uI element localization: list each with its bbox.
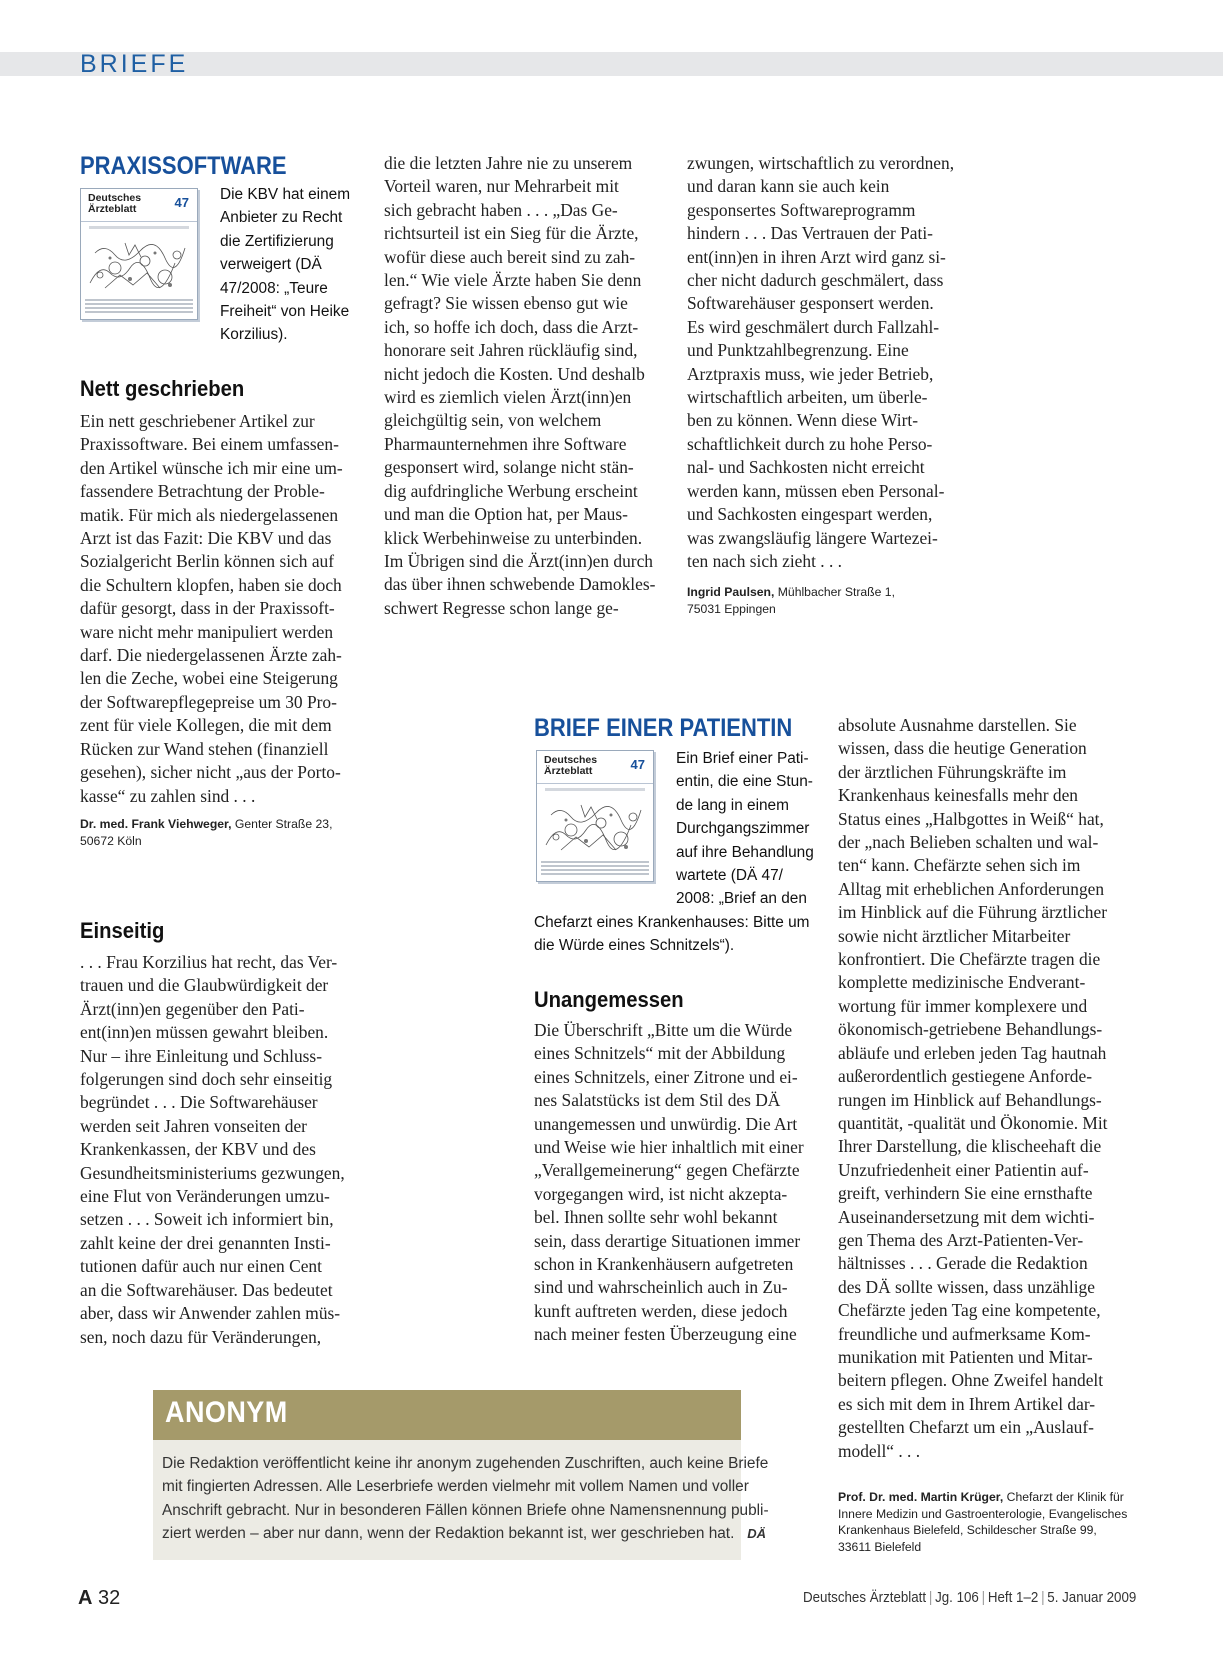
letter-signature-viehweger: Dr. med. Frank Viehweger, Genter Straße 23, 50672 Köln [80, 817, 333, 848]
letter-body-einseitig-col3: zwungen, wirtschaftlich zu verordnen, und daran kann sie auch kein gesponsertes Softwareprogramm hindern . . . Das Vertrauen der Pati- ent(inn)en in ihren Arzt wird ganz si- cher nicht dadurch geschmälert, dass Softwarehäuser gesponsert werden. Es wird geschmälert durch Fallzahl- und Punktzahlbegrenzung. Eine Arztpraxis muss, wie jeder Betrieb, wirtschaftlich arbeiten, um überle- ben zu können. Wenn diese Wirt- schaftlichkeit durch zu hohe Perso- nal- und Sachkosten nicht erreicht werden kann, müssen eben Personal- und Sachkosten eingespart werden, was zwangsläufig längere Wartezei- ten nach sich zieht . . . [687, 153, 955, 571]
page-number: A 32 [78, 1587, 121, 1609]
anonym-notice-sign: DÄ [747, 1526, 766, 1542]
article-intro-patientin-beside: Ein Brief einer Pati- entin, die eine Stun- de lang in einem Durchgangszimmer auf ihre Behandlung wartete (DÄ 47/ 2008: „Brief an den [676, 750, 814, 908]
article-title-praxissoftware: PRAXISSOFTWARE [80, 152, 287, 180]
letter-body-einseitig-col2: die die letzten Jahre nie zu unserem Vorteil waren, nur Mehrarbeit mit sich gebracht haben . . . „Das Ge- richtsurteil ist ein Sieg für die Ärzte, wofür diese auch bereit sind zu zah- len.“ Wie viele Ärzte haben Sie denn gefragt? Sie wissen ebenso gut wie ich, so hoffe ich doch, dass die Arzt- honorare seit Jahren rückläufig sind, nicht jedoch die Kosten. Und deshalb wird es ziemlich vielen Ärzt(inn)en gleichgültig sein, von welchem Pharmaunternehmen ihre Software gesponsert wird, solange nicht stän- dig aufdringliche Werbung erscheint und man die Option hat, per Maus- klick Werbehinweise zu unterbinden. Im Übrigen sind die Ärzt(inn)en durch das über ihnen schwebende Damokles- schwert Regresse schon lange ge- [384, 153, 656, 618]
letter-body-unangemessen-col2: absolute Ausnahme darstellen. Sie wissen, dass die heutige Generation der ärztlichen Führungskräfte im Krankenhaus keinesfalls mehr den Status eines „Halbgottes in Weiß“ hat, der „nach Belieben schalten und wal- ten“ kann. Chefärzte sehen sich im Alltag mit erheblichen Anforderungen im Hinblick auf die Führung ärztlicher sowie nicht ärztlicher Mitarbeiter konfrontiert. Die Chefärzte tragen die komplette medizinische Endverant- wortung für immer komplexere und ökonomisch-getriebene Behandlungs- abläufe und erleben jeden Tag hautnah außerordentlich gestiegene Anforde- rungen im Hinblick auf Behandlungs- quantität, -qualität und Ökonomie. Mit Ihrer Darstellung, die klischeehaft die Unzufriedenheit einer Patientin auf- greift, verhindern Sie eine ernsthafte Auseinandersetzung mit dem wichti- gen Thema des Arzt-Patienten-Ver- hältnisses . . . Gerade die Redaktion des DÄ sollte wissen, dass unzählige Chefärzte jeden Tag eine kompetente, freundliche und aufmerksame Kom- munikation mit Patienten und Mitar- beitern pflegen. Ohne Zweifel handelt es sich mit dem in Ihrem Artikel dar- gestellten Chefarzt um ein „Auslauf- modell“ . . . [838, 715, 1108, 1461]
anonym-notice-title: ANONYM [165, 1396, 288, 1429]
letter-body-unangemessen-col1: Die Überschrift „Bitte um die Würde eines Schnitzels“ mit der Abbildung eines Schnitzels, einer Zitrone und ei- nes Salatstücks ist dem Stil des DÄ unangemessen und unwürdig. Die Art und Weise wie hier inhaltlich mit einer „Verallgemeinerung“ gegen Chefärzte vorgegangen wird, ist nicht akzepta- bel. Ihnen sollte sehr wohl bekannt sein, dass derartige Situationen immer schon in Krankenhäusern aufgetreten sind und wahrscheinlich auch in Zu- kunft auftreten werden, diese jedoch nach meiner festen Überzeugung eine [534, 1020, 804, 1345]
letter-signature-paulsen: Ingrid Paulsen, Mühlbacher Straße 1, 75031 Eppingen [687, 585, 895, 616]
journal-cover-thumbnail [536, 750, 654, 882]
footer-publication-info: Deutsches Ärzteblatt | Jg. 106 | Heft 1–2 | 5. Januar 2009 [803, 1590, 1137, 1606]
cover-illustration [541, 795, 647, 857]
journal-cover-thumbnail [80, 188, 198, 320]
article-intro-patientin-below: Chefarzt eines Krankenhauses: Bitte um die Würde eines Schnitzels“). [534, 914, 810, 955]
cover-title: Deutsches Ärzteblatt [88, 192, 142, 215]
cover-issue-number: 47 [174, 195, 189, 210]
article-title-brief-einer-patientin: BRIEF EINER PATIENTIN [534, 714, 793, 742]
letter-heading-unangemessen: Unangemessen [534, 987, 684, 1012]
cover-title: Deutsches Ärzteblatt [544, 754, 598, 777]
cover-issue-number: 47 [630, 757, 645, 772]
article-intro-praxissoftware: Die KBV hat einem Anbieter zu Recht die Zertifizierung verweigert (DÄ 47/2008: „Teure Freiheit“ von Heike Korzilius). [220, 186, 351, 344]
letter-body-nett-geschrieben: Ein nett geschriebener Artikel zur Praxissoftware. Bei einem umfassen- den Artikel wünsche ich mir eine um- fassendere Betrachtung der Proble- matik. Für mich als niedergelassenen Arzt ist das Fazit: Die KBV und das Sozialgericht Berlin können sich auf die Schultern klopfen, haben sie doch dafür gesorgt, dass in der Praxissoft- ware nicht mehr manipuliert werden darf. Die niedergelassenen Ärzte zah- len die Zeche, wobei eine Steigerung der Softwarepflegepreise um 30 Pro- zent für viele Kollegen, die mit dem Rücken zur Wand stehen (finanziell gesehen), sicher nicht „aus der Porto- kasse“ zu zahlen sind . . . [80, 411, 343, 806]
letter-heading-einseitig: Einseitig [80, 918, 165, 943]
letter-signature-krueger: Prof. Dr. med. Martin Krüger, Chefarzt der Klinik für Innere Medizin und Gastroenterologie, Evangelisches Krankenhaus Bielefeld, Schildescher Straße 99, 33611 Bielefeld [838, 1490, 1128, 1554]
letter-heading-nett-geschrieben: Nett geschrieben [80, 376, 245, 401]
section-label: BRIEFE [80, 50, 189, 78]
letter-body-einseitig-col1: . . . Frau Korzilius hat recht, das Ver- trauen und die Glaubwürdigkeit der Ärzt(inn)en gegenüber den Pati- ent(inn)en müssen gewahrt bleiben. Nur – ihre Einleitung und Schluss- folgerungen sind doch sehr einseitig begründet . . . Die Softwarehäuser werden seit Jahren vonseiten der Krankenkassen, der KBV und des Gesundheitsministeriums gezwungen, eine Flut von Veränderungen umzu- setzen . . . Soweit ich informiert bin, zahlt keine der drei genannten Insti- tutionen dafür auch nur einen Cent an die Softwarehäuser. Das bedeutet aber, dass wir Anwender zahlen müs- sen, noch dazu für Veränderungen, [80, 952, 345, 1347]
cover-illustration [85, 233, 191, 295]
anonym-notice-text: Die Redaktion veröffentlicht keine ihr anonym zugehenden Zuschriften, auch keine Briefe mit fingierten Adressen. Alle Leserbriefe werden vielmehr mit vollem Namen und voller Anschrift gebracht. Nur in besonderen Fällen können Briefe ohne Namensnennung publi- ziert werden – aber nur dann, wenn der Redaktion bekannt ist, wer geschrieben hat. DÄ [162, 1455, 769, 1543]
